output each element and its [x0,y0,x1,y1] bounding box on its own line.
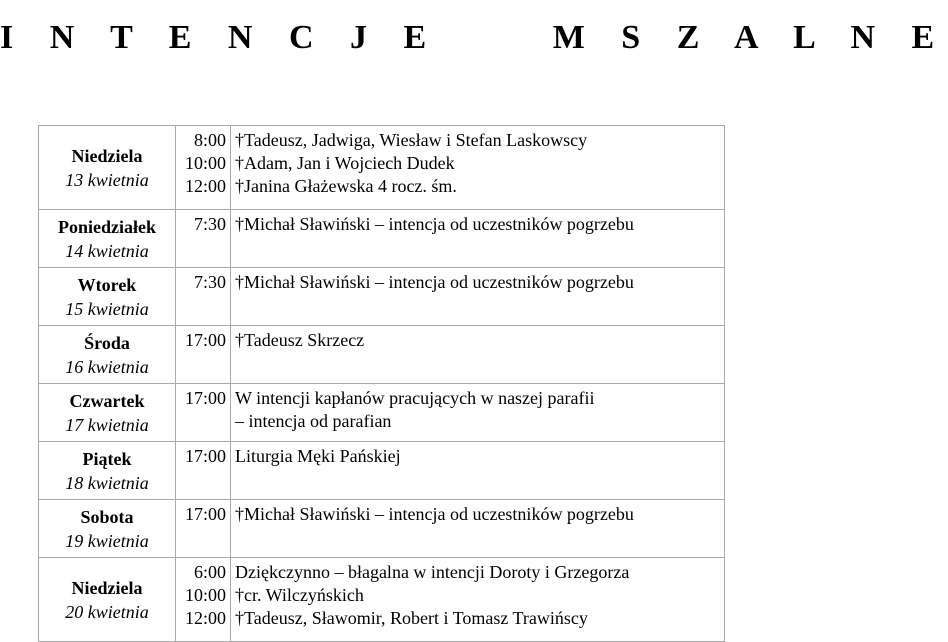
day-cell [39,326,176,384]
intention-text: †Tadeusz, Sławomir, Robert i Tomasz Trawińscy [235,608,588,628]
time-cell [176,268,231,326]
day-cell [39,442,176,500]
intention-cell [231,326,725,384]
mass-time: 10:00 [184,585,226,605]
table-row [39,442,725,500]
mass-time: 12:00 [184,176,226,196]
intention-text: †Adam, Jan i Wojciech Dudek [235,153,455,173]
day-date: 16 kwietnia [65,356,149,377]
day-cell [39,384,176,442]
mass-time: 17:00 [184,446,226,466]
day-date: 18 kwietnia [65,472,149,493]
mass-time: 17:00 [184,388,226,408]
intention-text: Liturgia Męki Pańskiej [235,446,401,466]
time-cell [176,210,231,268]
mass-time: 7:30 [193,214,226,234]
day-name: Sobota [80,506,134,527]
intention-cell [231,500,725,558]
intention-text: †Michał Sławiński – intencja od uczestników pogrzebu [235,214,634,234]
day-cell [39,126,176,210]
day-cell [39,558,176,642]
day-name: Niedziela [71,145,143,166]
time-cell [176,384,231,442]
intention-text: W intencji kapłanów pracujących w naszej parafii [235,388,595,408]
day-date: 20 kwietnia [65,601,149,622]
day-date: 19 kwietnia [65,530,149,551]
table-row [39,126,725,210]
table-row [39,558,725,642]
time-cell [176,500,231,558]
day-name: Wtorek [77,274,137,295]
day-name: Czwartek [69,390,145,411]
day-date: 13 kwietnia [65,169,149,190]
day-cell [39,268,176,326]
intention-text: – intencja od parafian [235,411,392,431]
intention-text: †Janina Głażewska 4 rocz. śm. [235,176,457,196]
intention-text: †cr. Wilczyńskich [235,585,364,605]
day-date: 14 kwietnia [65,240,149,261]
intention-cell [231,126,725,210]
mass-intentions-table [38,125,725,642]
mass-time: 12:00 [184,608,226,628]
table-row [39,210,725,268]
intention-text: Dziękczynno – błagalna w intencji Doroty i Grzegorza [235,562,630,582]
intention-cell [231,384,725,442]
table-row [39,500,725,558]
table-row [39,268,725,326]
intention-cell [231,442,725,500]
time-cell [176,326,231,384]
time-cell [176,558,231,642]
mass-time: 17:00 [184,330,226,350]
mass-time: 7:30 [193,272,226,292]
time-cell [176,442,231,500]
time-cell [176,126,231,210]
table-row [39,384,725,442]
day-cell [39,210,176,268]
day-name: Piątek [82,448,132,469]
intention-text: †Tadeusz, Jadwiga, Wiesław i Stefan Laskowscy [235,130,588,150]
mass-time: 10:00 [184,153,226,173]
intention-cell [231,210,725,268]
intention-text: †Michał Sławiński – intencja od uczestników pogrzebu [235,272,634,292]
mass-time: 17:00 [184,504,226,524]
page-title: I N T E N C J E M S Z A L N E [0,19,948,56]
day-date: 17 kwietnia [65,414,149,435]
day-cell [39,500,176,558]
intention-text: †Michał Sławiński – intencja od uczestników pogrzebu [235,504,634,524]
intention-cell [231,558,725,642]
intention-text: †Tadeusz Skrzecz [235,330,365,350]
day-name: Niedziela [71,577,143,598]
mass-time: 8:00 [193,130,226,150]
table-row [39,326,725,384]
day-name: Środa [84,332,130,353]
day-date: 15 kwietnia [65,298,149,319]
day-name: Poniedziałek [58,216,156,237]
intention-cell [231,268,725,326]
mass-time: 6:00 [193,562,226,582]
